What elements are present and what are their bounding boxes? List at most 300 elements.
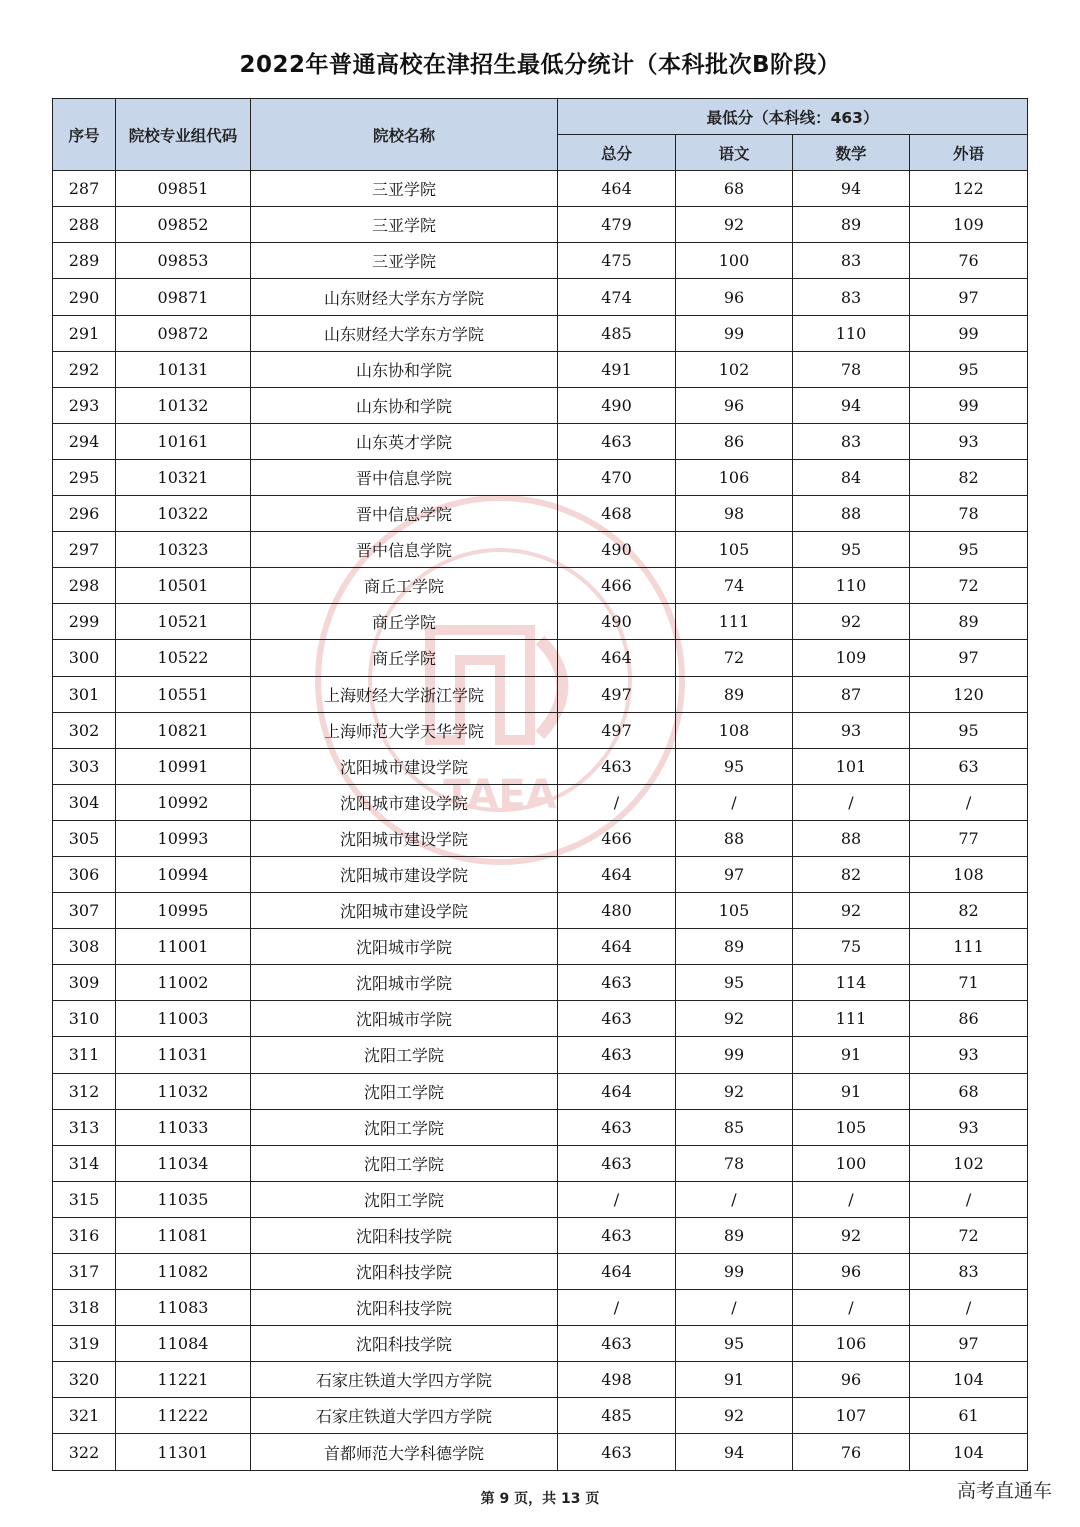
brand-label: 高考直通车 bbox=[956, 1480, 1052, 1502]
header-math: 数学 bbox=[793, 135, 910, 171]
cell-code: 10501 bbox=[116, 568, 251, 604]
table-row bbox=[53, 676, 1028, 712]
cell-chinese: 96 bbox=[676, 279, 793, 315]
cell-name: 沈阳工学院 bbox=[251, 1073, 558, 1109]
cell-seq: 302 bbox=[53, 712, 116, 748]
table-row bbox=[53, 1181, 1028, 1217]
cell-name: 商丘工学院 bbox=[251, 568, 558, 604]
cell-total: 463 bbox=[558, 1217, 676, 1253]
cell-total: 490 bbox=[558, 387, 676, 423]
cell-chinese: 97 bbox=[676, 856, 793, 892]
table-row bbox=[53, 1290, 1028, 1326]
cell-math: 105 bbox=[793, 1109, 910, 1145]
cell-math: 82 bbox=[793, 856, 910, 892]
cell-chinese: 88 bbox=[676, 820, 793, 856]
cell-name: 山东财经大学东方学院 bbox=[251, 315, 558, 351]
cell-foreign: / bbox=[910, 1181, 1028, 1217]
cell-foreign: 82 bbox=[910, 893, 1028, 929]
cell-math: 91 bbox=[793, 1037, 910, 1073]
cell-code: 10992 bbox=[116, 784, 251, 820]
cell-code: 11001 bbox=[116, 929, 251, 965]
cell-name: 晋中信息学院 bbox=[251, 459, 558, 495]
cell-chinese: 92 bbox=[676, 1073, 793, 1109]
cell-total: 464 bbox=[558, 1073, 676, 1109]
score-table bbox=[52, 98, 1028, 1471]
cell-seq: 311 bbox=[53, 1037, 116, 1073]
cell-name: 山东英才学院 bbox=[251, 423, 558, 459]
page-number: 第 9 页，共 13 页 bbox=[480, 1491, 600, 1507]
cell-total: 466 bbox=[558, 568, 676, 604]
cell-foreign: 95 bbox=[910, 532, 1028, 568]
cell-foreign: 97 bbox=[910, 640, 1028, 676]
cell-total: 497 bbox=[558, 712, 676, 748]
cell-code: 10994 bbox=[116, 856, 251, 892]
cell-foreign: 97 bbox=[910, 1326, 1028, 1362]
cell-math: / bbox=[793, 784, 910, 820]
header-name: 院校名称 bbox=[251, 99, 558, 171]
cell-foreign: 77 bbox=[910, 820, 1028, 856]
cell-total: 498 bbox=[558, 1362, 676, 1398]
cell-total: 463 bbox=[558, 1109, 676, 1145]
cell-name: 沈阳科技学院 bbox=[251, 1254, 558, 1290]
cell-total: 463 bbox=[558, 1326, 676, 1362]
cell-chinese: 91 bbox=[676, 1362, 793, 1398]
cell-total: 464 bbox=[558, 171, 676, 207]
cell-chinese: 95 bbox=[676, 965, 793, 1001]
cell-code: 11031 bbox=[116, 1037, 251, 1073]
cell-name: 沈阳科技学院 bbox=[251, 1217, 558, 1253]
table-row bbox=[53, 1254, 1028, 1290]
table-row bbox=[53, 1434, 1028, 1470]
cell-foreign: 95 bbox=[910, 351, 1028, 387]
cell-seq: 320 bbox=[53, 1362, 116, 1398]
cell-chinese: / bbox=[676, 1290, 793, 1326]
header-min-score-group: 最低分（本科线：463） bbox=[558, 99, 1028, 135]
cell-seq: 305 bbox=[53, 820, 116, 856]
cell-chinese: / bbox=[676, 1181, 793, 1217]
cell-foreign: 99 bbox=[910, 387, 1028, 423]
cell-code: 11003 bbox=[116, 1001, 251, 1037]
table-row bbox=[53, 604, 1028, 640]
cell-total: 474 bbox=[558, 279, 676, 315]
cell-name: 石家庄铁道大学四方学院 bbox=[251, 1398, 558, 1434]
cell-name: 上海师范大学天华学院 bbox=[251, 712, 558, 748]
cell-total: 485 bbox=[558, 1398, 676, 1434]
cell-total: 475 bbox=[558, 243, 676, 279]
cell-total: 497 bbox=[558, 676, 676, 712]
cell-chinese: 78 bbox=[676, 1145, 793, 1181]
cell-chinese: 89 bbox=[676, 1217, 793, 1253]
cell-seq: 315 bbox=[53, 1181, 116, 1217]
cell-seq: 317 bbox=[53, 1254, 116, 1290]
table-row bbox=[53, 1362, 1028, 1398]
cell-math: 107 bbox=[793, 1398, 910, 1434]
cell-chinese: 95 bbox=[676, 1326, 793, 1362]
cell-chinese: 95 bbox=[676, 748, 793, 784]
cell-chinese: 102 bbox=[676, 351, 793, 387]
cell-total: 485 bbox=[558, 315, 676, 351]
cell-seq: 307 bbox=[53, 893, 116, 929]
cell-math: 92 bbox=[793, 604, 910, 640]
cell-seq: 295 bbox=[53, 459, 116, 495]
cell-name: 沈阳城市学院 bbox=[251, 1001, 558, 1037]
cell-name: 沈阳城市建设学院 bbox=[251, 784, 558, 820]
cell-total: 470 bbox=[558, 459, 676, 495]
cell-code: 11083 bbox=[116, 1290, 251, 1326]
cell-math: 109 bbox=[793, 640, 910, 676]
cell-foreign: 89 bbox=[910, 604, 1028, 640]
cell-math: 84 bbox=[793, 459, 910, 495]
table-row bbox=[53, 387, 1028, 423]
cell-code: 09853 bbox=[116, 243, 251, 279]
cell-name: 商丘学院 bbox=[251, 604, 558, 640]
cell-math: 111 bbox=[793, 1001, 910, 1037]
cell-code: 11002 bbox=[116, 965, 251, 1001]
cell-math: 101 bbox=[793, 748, 910, 784]
cell-foreign: 63 bbox=[910, 748, 1028, 784]
cell-name: 首都师范大学科德学院 bbox=[251, 1434, 558, 1470]
cell-code: 10995 bbox=[116, 893, 251, 929]
table-row bbox=[53, 568, 1028, 604]
cell-foreign: 82 bbox=[910, 459, 1028, 495]
cell-foreign: 120 bbox=[910, 676, 1028, 712]
cell-total: / bbox=[558, 1181, 676, 1217]
cell-code: 11033 bbox=[116, 1109, 251, 1145]
table-row bbox=[53, 1073, 1028, 1109]
table-row bbox=[53, 856, 1028, 892]
cell-seq: 294 bbox=[53, 423, 116, 459]
cell-seq: 287 bbox=[53, 171, 116, 207]
cell-chinese: 98 bbox=[676, 496, 793, 532]
cell-code: 10323 bbox=[116, 532, 251, 568]
cell-math: 110 bbox=[793, 315, 910, 351]
cell-name: 石家庄铁道大学四方学院 bbox=[251, 1362, 558, 1398]
cell-total: 463 bbox=[558, 748, 676, 784]
cell-name: 商丘学院 bbox=[251, 640, 558, 676]
cell-total: 479 bbox=[558, 207, 676, 243]
cell-name: 沈阳工学院 bbox=[251, 1037, 558, 1073]
cell-seq: 288 bbox=[53, 207, 116, 243]
cell-math: 87 bbox=[793, 676, 910, 712]
table-row bbox=[53, 1326, 1028, 1362]
cell-total: 463 bbox=[558, 1037, 676, 1073]
cell-chinese: 85 bbox=[676, 1109, 793, 1145]
cell-name: 山东协和学院 bbox=[251, 387, 558, 423]
cell-seq: 322 bbox=[53, 1434, 116, 1470]
table-row bbox=[53, 459, 1028, 495]
cell-total: 491 bbox=[558, 351, 676, 387]
cell-total: 464 bbox=[558, 856, 676, 892]
cell-math: 100 bbox=[793, 1145, 910, 1181]
header-code: 院校专业组代码 bbox=[116, 99, 251, 171]
cell-math: 75 bbox=[793, 929, 910, 965]
cell-name: 上海财经大学浙江学院 bbox=[251, 676, 558, 712]
cell-seq: 313 bbox=[53, 1109, 116, 1145]
cell-name: 三亚学院 bbox=[251, 243, 558, 279]
cell-seq: 289 bbox=[53, 243, 116, 279]
table-row bbox=[53, 496, 1028, 532]
cell-code: 10551 bbox=[116, 676, 251, 712]
cell-name: 沈阳城市建设学院 bbox=[251, 893, 558, 929]
cell-foreign: 102 bbox=[910, 1145, 1028, 1181]
cell-name: 晋中信息学院 bbox=[251, 496, 558, 532]
cell-seq: 291 bbox=[53, 315, 116, 351]
cell-foreign: 99 bbox=[910, 315, 1028, 351]
cell-chinese: 92 bbox=[676, 1398, 793, 1434]
table-row bbox=[53, 640, 1028, 676]
cell-seq: 306 bbox=[53, 856, 116, 892]
cell-foreign: 68 bbox=[910, 1073, 1028, 1109]
cell-code: 10821 bbox=[116, 712, 251, 748]
cell-chinese: 94 bbox=[676, 1434, 793, 1470]
cell-code: 11084 bbox=[116, 1326, 251, 1362]
page-title: 2022年普通高校在津招生最低分统计（本科批次B阶段） bbox=[239, 52, 841, 78]
cell-chinese: 72 bbox=[676, 640, 793, 676]
cell-foreign: 76 bbox=[910, 243, 1028, 279]
cell-total: 468 bbox=[558, 496, 676, 532]
cell-total: 464 bbox=[558, 1254, 676, 1290]
cell-math: 106 bbox=[793, 1326, 910, 1362]
cell-chinese: 99 bbox=[676, 1037, 793, 1073]
cell-chinese: 99 bbox=[676, 315, 793, 351]
cell-code: 11035 bbox=[116, 1181, 251, 1217]
cell-code: 11081 bbox=[116, 1217, 251, 1253]
cell-name: 三亚学院 bbox=[251, 207, 558, 243]
cell-code: 09872 bbox=[116, 315, 251, 351]
header-total: 总分 bbox=[558, 135, 676, 171]
cell-chinese: 86 bbox=[676, 423, 793, 459]
cell-seq: 290 bbox=[53, 279, 116, 315]
cell-seq: 293 bbox=[53, 387, 116, 423]
cell-seq: 304 bbox=[53, 784, 116, 820]
cell-total: 490 bbox=[558, 532, 676, 568]
cell-code: 09852 bbox=[116, 207, 251, 243]
cell-total: 463 bbox=[558, 1001, 676, 1037]
cell-total: / bbox=[558, 784, 676, 820]
cell-name: 沈阳科技学院 bbox=[251, 1326, 558, 1362]
cell-chinese: 100 bbox=[676, 243, 793, 279]
cell-foreign: 93 bbox=[910, 1109, 1028, 1145]
table-row bbox=[53, 748, 1028, 784]
table-row bbox=[53, 171, 1028, 207]
cell-chinese: 106 bbox=[676, 459, 793, 495]
cell-math: 94 bbox=[793, 387, 910, 423]
cell-total: 463 bbox=[558, 965, 676, 1001]
cell-math: / bbox=[793, 1181, 910, 1217]
cell-code: 10522 bbox=[116, 640, 251, 676]
cell-seq: 316 bbox=[53, 1217, 116, 1253]
table-row bbox=[53, 965, 1028, 1001]
cell-total: / bbox=[558, 1290, 676, 1326]
cell-math: 92 bbox=[793, 1217, 910, 1253]
table-row bbox=[53, 279, 1028, 315]
cell-math: 94 bbox=[793, 171, 910, 207]
cell-math: 83 bbox=[793, 423, 910, 459]
cell-math: 83 bbox=[793, 243, 910, 279]
cell-foreign: 61 bbox=[910, 1398, 1028, 1434]
cell-code: 11034 bbox=[116, 1145, 251, 1181]
table-row bbox=[53, 207, 1028, 243]
cell-foreign: 83 bbox=[910, 1254, 1028, 1290]
cell-chinese: 99 bbox=[676, 1254, 793, 1290]
header-foreign: 外语 bbox=[910, 135, 1028, 171]
cell-foreign: 122 bbox=[910, 171, 1028, 207]
cell-math: 110 bbox=[793, 568, 910, 604]
cell-seq: 310 bbox=[53, 1001, 116, 1037]
cell-seq: 298 bbox=[53, 568, 116, 604]
table-row bbox=[53, 820, 1028, 856]
cell-name: 沈阳城市建设学院 bbox=[251, 820, 558, 856]
cell-seq: 309 bbox=[53, 965, 116, 1001]
cell-seq: 308 bbox=[53, 929, 116, 965]
header-chinese: 语文 bbox=[676, 135, 793, 171]
cell-code: 10993 bbox=[116, 820, 251, 856]
cell-math: 114 bbox=[793, 965, 910, 1001]
cell-foreign: 93 bbox=[910, 1037, 1028, 1073]
cell-chinese: 74 bbox=[676, 568, 793, 604]
table-row bbox=[53, 1109, 1028, 1145]
cell-seq: 301 bbox=[53, 676, 116, 712]
table-header bbox=[53, 99, 1028, 171]
cell-foreign: 95 bbox=[910, 712, 1028, 748]
cell-chinese: / bbox=[676, 784, 793, 820]
cell-math: 89 bbox=[793, 207, 910, 243]
cell-name: 沈阳城市建设学院 bbox=[251, 856, 558, 892]
cell-seq: 296 bbox=[53, 496, 116, 532]
cell-chinese: 92 bbox=[676, 207, 793, 243]
cell-math: 78 bbox=[793, 351, 910, 387]
cell-foreign: 109 bbox=[910, 207, 1028, 243]
cell-math: / bbox=[793, 1290, 910, 1326]
cell-foreign: 108 bbox=[910, 856, 1028, 892]
cell-code: 10322 bbox=[116, 496, 251, 532]
seal-watermark-text: TAEA bbox=[443, 772, 557, 818]
table-row bbox=[53, 1145, 1028, 1181]
cell-chinese: 89 bbox=[676, 929, 793, 965]
cell-name: 沈阳城市学院 bbox=[251, 965, 558, 1001]
cell-total: 490 bbox=[558, 604, 676, 640]
cell-name: 沈阳工学院 bbox=[251, 1145, 558, 1181]
cell-name: 沈阳工学院 bbox=[251, 1109, 558, 1145]
cell-name: 山东协和学院 bbox=[251, 351, 558, 387]
cell-total: 463 bbox=[558, 423, 676, 459]
cell-chinese: 68 bbox=[676, 171, 793, 207]
cell-foreign: 72 bbox=[910, 568, 1028, 604]
cell-name: 沈阳城市建设学院 bbox=[251, 748, 558, 784]
cell-math: 95 bbox=[793, 532, 910, 568]
cell-seq: 314 bbox=[53, 1145, 116, 1181]
cell-chinese: 96 bbox=[676, 387, 793, 423]
cell-total: 464 bbox=[558, 929, 676, 965]
cell-code: 10321 bbox=[116, 459, 251, 495]
cell-math: 88 bbox=[793, 496, 910, 532]
cell-foreign: 78 bbox=[910, 496, 1028, 532]
cell-seq: 321 bbox=[53, 1398, 116, 1434]
cell-name: 山东财经大学东方学院 bbox=[251, 279, 558, 315]
cell-foreign: 86 bbox=[910, 1001, 1028, 1037]
cell-math: 76 bbox=[793, 1434, 910, 1470]
cell-math: 88 bbox=[793, 820, 910, 856]
cell-name: 沈阳城市学院 bbox=[251, 929, 558, 965]
cell-math: 96 bbox=[793, 1254, 910, 1290]
cell-seq: 312 bbox=[53, 1073, 116, 1109]
cell-code: 11301 bbox=[116, 1434, 251, 1470]
table-row bbox=[53, 893, 1028, 929]
cell-code: 10991 bbox=[116, 748, 251, 784]
cell-foreign: 93 bbox=[910, 423, 1028, 459]
table-row bbox=[53, 1217, 1028, 1253]
table-row bbox=[53, 784, 1028, 820]
cell-math: 93 bbox=[793, 712, 910, 748]
table-row bbox=[53, 1037, 1028, 1073]
table-row bbox=[53, 1001, 1028, 1037]
cell-math: 92 bbox=[793, 893, 910, 929]
cell-name: 三亚学院 bbox=[251, 171, 558, 207]
cell-foreign: 104 bbox=[910, 1434, 1028, 1470]
cell-foreign: 72 bbox=[910, 1217, 1028, 1253]
cell-code: 11082 bbox=[116, 1254, 251, 1290]
cell-math: 96 bbox=[793, 1362, 910, 1398]
cell-name: 沈阳工学院 bbox=[251, 1181, 558, 1217]
cell-name: 晋中信息学院 bbox=[251, 532, 558, 568]
cell-seq: 299 bbox=[53, 604, 116, 640]
cell-foreign: / bbox=[910, 1290, 1028, 1326]
table-body bbox=[53, 171, 1028, 1470]
table-row bbox=[53, 423, 1028, 459]
cell-seq: 318 bbox=[53, 1290, 116, 1326]
cell-chinese: 105 bbox=[676, 532, 793, 568]
cell-math: 91 bbox=[793, 1073, 910, 1109]
cell-code: 10521 bbox=[116, 604, 251, 640]
table-row bbox=[53, 929, 1028, 965]
cell-code: 10131 bbox=[116, 351, 251, 387]
table-row bbox=[53, 1398, 1028, 1434]
cell-code: 10132 bbox=[116, 387, 251, 423]
cell-seq: 297 bbox=[53, 532, 116, 568]
cell-total: 466 bbox=[558, 820, 676, 856]
cell-code: 11222 bbox=[116, 1398, 251, 1434]
cell-total: 480 bbox=[558, 893, 676, 929]
table-row bbox=[53, 712, 1028, 748]
cell-chinese: 111 bbox=[676, 604, 793, 640]
cell-code: 10161 bbox=[116, 423, 251, 459]
table-row bbox=[53, 315, 1028, 351]
cell-code: 09871 bbox=[116, 279, 251, 315]
cell-name: 沈阳科技学院 bbox=[251, 1290, 558, 1326]
cell-code: 09851 bbox=[116, 171, 251, 207]
cell-chinese: 92 bbox=[676, 1001, 793, 1037]
cell-total: 463 bbox=[558, 1434, 676, 1470]
cell-seq: 292 bbox=[53, 351, 116, 387]
table-row bbox=[53, 243, 1028, 279]
cell-math: 83 bbox=[793, 279, 910, 315]
cell-total: 463 bbox=[558, 1145, 676, 1181]
cell-foreign: / bbox=[910, 784, 1028, 820]
cell-chinese: 105 bbox=[676, 893, 793, 929]
cell-code: 11032 bbox=[116, 1073, 251, 1109]
cell-seq: 300 bbox=[53, 640, 116, 676]
cell-foreign: 104 bbox=[910, 1362, 1028, 1398]
table-row bbox=[53, 351, 1028, 387]
cell-seq: 303 bbox=[53, 748, 116, 784]
cell-chinese: 89 bbox=[676, 676, 793, 712]
header-seq: 序号 bbox=[53, 99, 116, 171]
cell-seq: 319 bbox=[53, 1326, 116, 1362]
cell-foreign: 111 bbox=[910, 929, 1028, 965]
cell-code: 11221 bbox=[116, 1362, 251, 1398]
table-row bbox=[53, 532, 1028, 568]
cell-foreign: 97 bbox=[910, 279, 1028, 315]
